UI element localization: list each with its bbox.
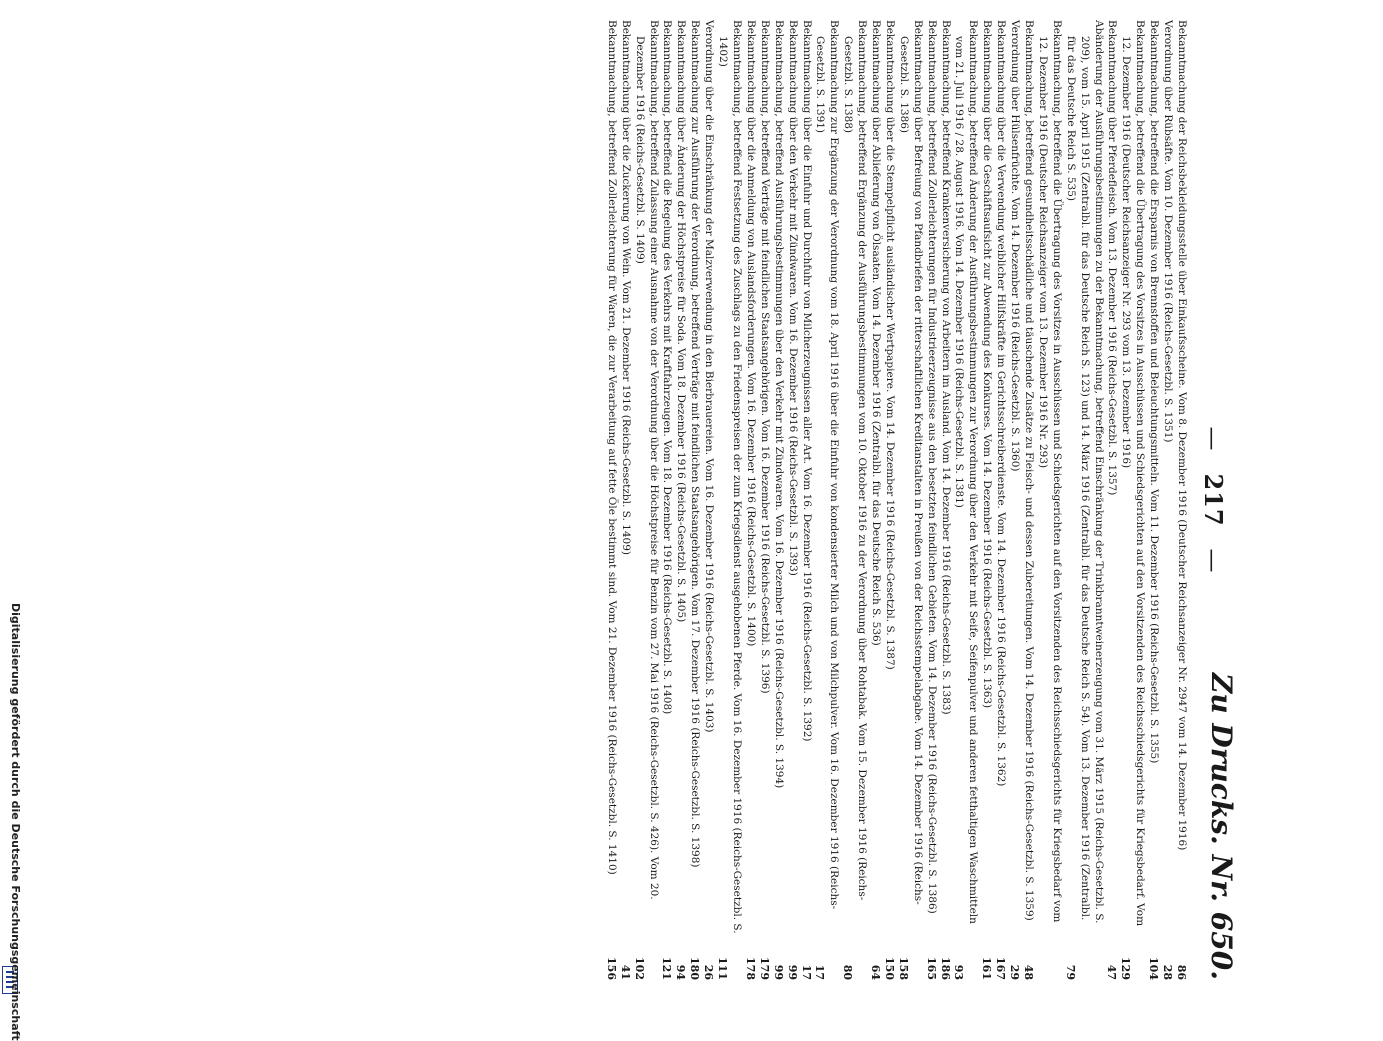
entry-text: Bekanntmachung über die Verwendung weiblicher Hilfskräfte im Gerichtsschreiberdienste. Vom 14. Dezember 1916 (Reichs-Gesetzbl. S. 1362) [995, 20, 1008, 787]
entry-page-number: 99 [771, 964, 785, 980]
entry-text: Abänderung der Ausführungsbestimmungen zu der Bekanntmachung, betreffend Einschränkung der Trinkbranntweinerzeugung vom 31. März 1915 (Reichs-Gesetzbl. S. 209), vom 15. April 1915 (Zentralbl. für das Deutsche Reich S. 123) und 14. März 1916 (Zentralbl. für das Deutsche Reich S. 54). Vom 13. Dezember 1916 (Zentralbl. für das Deutsche Reich S. 535) [1064, 20, 1105, 924]
index-entry [604, 20, 618, 980]
index-entry [896, 20, 924, 980]
entry-page-number: 28 [1161, 964, 1175, 980]
index-entry [660, 20, 674, 980]
entry-page-number: 186 [938, 957, 952, 980]
index-entry [882, 20, 896, 980]
index-entry [1063, 20, 1105, 980]
entry-text: Bekanntmachung, betreffend die Übertragung des Vorsitzes in Ausschüssen und Schiedsgerichten auf den Vorsitzenden des Reichsschiedsgerichts für Kriegsbedarf. Vom 12. Dezember 1916 (Deutscher Reichsanzeiger Nr. 293 vom 13. Dezember 1916) [1120, 20, 1147, 927]
index-entry [868, 20, 882, 980]
entry-text: Bekanntmachung über die Geschäftsaufsicht zur Abwendung des Konkurses. Vom 14. Dezember 1916 (Reichs-Gesetzbl. S. 1363) [981, 20, 994, 709]
entry-page-number: 17 [799, 964, 813, 980]
entry-page-number: 104 [1147, 957, 1161, 980]
entry-text: Verordnung über Hülsenfrüchte. Vom 14. Dezember 1916 (Reichs-Gesetzbl. S. 1360) [1009, 20, 1022, 472]
index-entry [840, 20, 868, 980]
index-entry [1007, 20, 1021, 980]
entry-page-number: 41 [618, 964, 632, 980]
page-number-value: 217 [1199, 473, 1228, 527]
entry-page-number: 158 [896, 957, 910, 980]
entry-text: Bekanntmachung, betreffend Zollerleichterung für Waren, die zur Verarbeitung auf fette Öle bestimmt sind. Vom 21. Dezember 1916 (Reichs-Gesetzbl. S. 1410) [605, 20, 618, 875]
index-entry [1118, 20, 1146, 980]
entry-text: Bekanntmachung der Reichsbekleidungsstelle über Einkaufsscheine. Vom 8. Dezember 1916 (Deutscher Reichsanzeiger Nr. 2947 vom 14. Dezember 1916) [1176, 20, 1188, 851]
page-header [1192, 20, 1242, 980]
entry-page-number: 26 [702, 964, 716, 980]
entry-text: Bekanntmachung über den Verkehr mit Zündwaren. Vom 16. Dezember 1916 (Reichs-Gesetzbl. S. 1393) [786, 20, 799, 576]
entry-page-number: 179 [757, 957, 771, 980]
index-entry [1174, 20, 1188, 980]
entry-page-number: 48 [1022, 964, 1036, 980]
document-reference: Zu Drucks. Nr. 650. [1205, 672, 1238, 980]
index-entry [785, 20, 799, 980]
index-entry [673, 20, 687, 980]
index-entry [618, 20, 632, 980]
entry-page-number: 80 [841, 964, 855, 980]
index-entries [604, 20, 1188, 980]
entry-text: Verordnung über Rübsäfte. Vom 10. Dezember 1916 (Reichs-Gesetzbl. S. 1351) [1162, 20, 1175, 443]
index-entry [632, 20, 660, 980]
entry-text: Bekanntmachung, betreffend Ausführungsbestimmungen über den Verkehr mit Zündwaren. Vom 16. Dezember 1916 (Reichs-Gesetzbl. S. 1394) [772, 20, 785, 789]
index-entry [799, 20, 813, 980]
entry-page-number: 79 [1063, 964, 1077, 980]
dash-right: — [1199, 548, 1227, 574]
index-entry [715, 20, 743, 980]
index-entry [757, 20, 771, 980]
entry-text: Bekanntmachung über die Anmeldung von Auslandsforderungen. Vom 16. Dezember 1916 (Reichs-Gesetzbl. S. 1400) [744, 20, 757, 647]
entry-page-number: 156 [604, 957, 618, 980]
entry-page-number: 86 [1175, 964, 1188, 980]
index-entry [1160, 20, 1174, 980]
index-entry [743, 20, 757, 980]
index-entry [771, 20, 785, 980]
entry-page-number: 93 [952, 964, 966, 980]
index-entry [1146, 20, 1160, 980]
entry-text: Verordnung über die Einschränkung der Malzverwendung in den Bierbrauereien. Vom 16. Dezember 1916 (Reichs-Gesetzbl. S. 1403) [703, 20, 716, 733]
index-entry [1021, 20, 1035, 980]
entry-page-number: 64 [869, 964, 883, 980]
entry-page-number: 111 [716, 957, 730, 980]
digitization-credit-strip [0, 0, 22, 1041]
entry-page-number: 129 [1119, 957, 1133, 980]
entry-text: Bekanntmachung, betreffend Verträge mit feindlichen Staatsangehörigen. Vom 16. Dezember 1916 (Reichs-Gesetzbl. S. 1396) [758, 20, 771, 694]
entry-page-number: 47 [1105, 964, 1119, 980]
index-entry [952, 20, 980, 980]
scanned-page [130, 0, 1250, 1000]
entry-text: Bekanntmachung über Ablieferung von Ölsaaten. Vom 14. Dezember 1916 (Zentralbl. für das Deutsche Reich S. 536) [870, 20, 883, 646]
index-entry [1105, 20, 1119, 980]
entry-text: Bekanntmachung über die Zuckerung von Wein. Vom 21. Dezember 1916 (Reichs-Gesetzbl. S. 1409) [619, 20, 632, 555]
entry-page-number: 180 [688, 957, 702, 980]
index-entry [993, 20, 1007, 980]
entry-text: Bekanntmachung, betreffend die Regelung des Verkehrs mit Kraftfahrzeugen. Vom 18. Dezember 1916 (Reichs-Gesetzbl. S. 1408) [661, 20, 674, 715]
index-entry [979, 20, 993, 980]
entry-text: Bekanntmachung, betreffend Ergänzung der Ausführungsbestimmungen vom 10. Oktober 1916 zu der Verordnung über Rohtabak. Vom 15. Dezember 1916 (Reichs-Gesetzbl. S. 1388) [842, 20, 869, 901]
index-entry [938, 20, 952, 980]
entry-text: Bekanntmachung, betreffend Krankenversicherung von Arbeitern im Ausland. Vom 14. Dezember 1916 (Reichs-Gesetzbl. S. 1383) [939, 20, 952, 715]
entry-page-number: 17 [813, 964, 827, 980]
dash-left: — [1199, 426, 1227, 452]
entry-text: Bekanntmachung, betreffend Änderung der Ausführungsbestimmungen zur Verordnung über den Verkehr mit Seife, Seifenpulver und anderen fetthaltigen Waschmitteln vom 21. Juli 1916 / 28. August 1916. Vom 14. Dezember 1916 (Reichs-Gesetzbl. S. 1381) [953, 20, 980, 924]
index-entry [813, 20, 841, 980]
entry-page-number: 165 [924, 957, 938, 980]
rotated-page-content [130, 0, 1250, 1000]
entry-text: Bekanntmachung, betreffend Zollerleichterungen für Industrieerzeugnisse aus den besetzten feindlichen Gebieten. Vom 14. Dezember 1916 (Reichs-Gesetzbl. S. 1386) [925, 20, 938, 914]
index-entry [687, 20, 701, 980]
entry-page-number: 121 [660, 957, 674, 980]
entry-text: Bekanntmachung, betreffend Festsetzung des Zuschlags zu den Friedenspreisen der zum Kriegsdienst ausgehobenen Pferde. Vom 16. Dezember 1916 (Reichs-Gesetzbl. S. 1402) [717, 20, 743, 934]
entry-page-number: 29 [1008, 964, 1022, 980]
entry-page-number: 94 [674, 964, 688, 980]
index-entry [1035, 20, 1063, 980]
entry-page-number: 161 [980, 957, 994, 980]
entry-page-number: 167 [994, 957, 1008, 980]
entry-text: Bekanntmachung, betreffend die Ersparnis von Brennstoffen und Beleuchtungsmitteln. Vom 11. Dezember 1916 (Reichs-Gesetzbl. S. 1355) [1148, 20, 1161, 764]
entry-text: Bekanntmachung über Befreiung von Pfandbriefen der ritterschaftlichen Kreditanstalten in Preußen von der Reichsstempelabgabe. Vom 14. Dezember 1916 (Reichs-Gesetzbl. S. 1386) [897, 20, 924, 905]
index-entry [701, 20, 715, 980]
entry-page-number: 178 [743, 957, 757, 980]
entry-text: Bekanntmachung über die Stempelpflicht ausländischer Wertpapiere. Vom 14. Dezember 1916 (Reichs-Gesetzbl. S. 1387) [883, 20, 896, 670]
entry-page-number: 150 [882, 957, 896, 980]
entry-page-number: 102 [632, 957, 646, 980]
entry-page-number: 99 [785, 964, 799, 980]
digitization-credit: Digitalisierung gefördert durch die Deutsche Forschungsgemeinschaft [9, 603, 22, 1041]
entry-text: Bekanntmachung über Änderung der Höchstpreise für Soda. Vom 18. Dezember 1916 (Reichs-Gesetzbl. S. 1405) [675, 20, 688, 623]
entry-text: Bekanntmachung, betreffend Zulassung einer Ausnahme von der Verordnung über die Höchstpreise für Benzin vom 27. Mai 1916 (Reichs-Gesetzbl. S. 426). Vom 20. Dezember 1916 (Reichs-Gesetzbl. S. 1409) [633, 20, 660, 900]
index-entry [924, 20, 938, 980]
entry-text: Bekanntmachung zur Ausführung der Verordnung, betreffend Verträge mit feindlichen Staatsangehörigen. Vom 17. Dezember 1916 (Reichs-Gesetzbl. S. 1398) [689, 20, 702, 868]
entry-text: Bekanntmachung zur Ergänzung der Verordnung vom 18. April 1916 über die Einfuhr von kondensierter Milch und von Milchpulver. Vom 16. Dezember 1916 (Reichs-Gesetzbl. S. 1391) [814, 20, 841, 910]
entry-text: Bekanntmachung über die Einfuhr und Durchfuhr von Milcherzeugnissen aller Art. Vom 16. Dezember 1916 (Reichs-Gesetzbl. S. 1392) [800, 20, 813, 742]
entry-text: Bekanntmachung, betreffend gesundheitsschädliche und täuschende Zusätze zu Fleisch- und dessen Zubereitungen. Vom 14. Dezember 1916 (Reichs-Gesetzbl. S. 1359) [1023, 20, 1036, 921]
entry-text: Bekanntmachung, betreffend die Übertragung des Vorsitzes in Ausschüssen und Schiedsgerichten auf den Vorsitzenden des Reichsschiedsgerichts für Kriegsbedarf vom 12. Dezember 1916 (Deutscher Reichsanzeiger vom 13. Dezember 1916 Nr. 293) [1036, 20, 1063, 923]
entry-text: Bekanntmachung über Pferdefleisch. Vom 13. Dezember 1916 (Reichs-Gesetzbl. S. 1357) [1106, 20, 1119, 496]
